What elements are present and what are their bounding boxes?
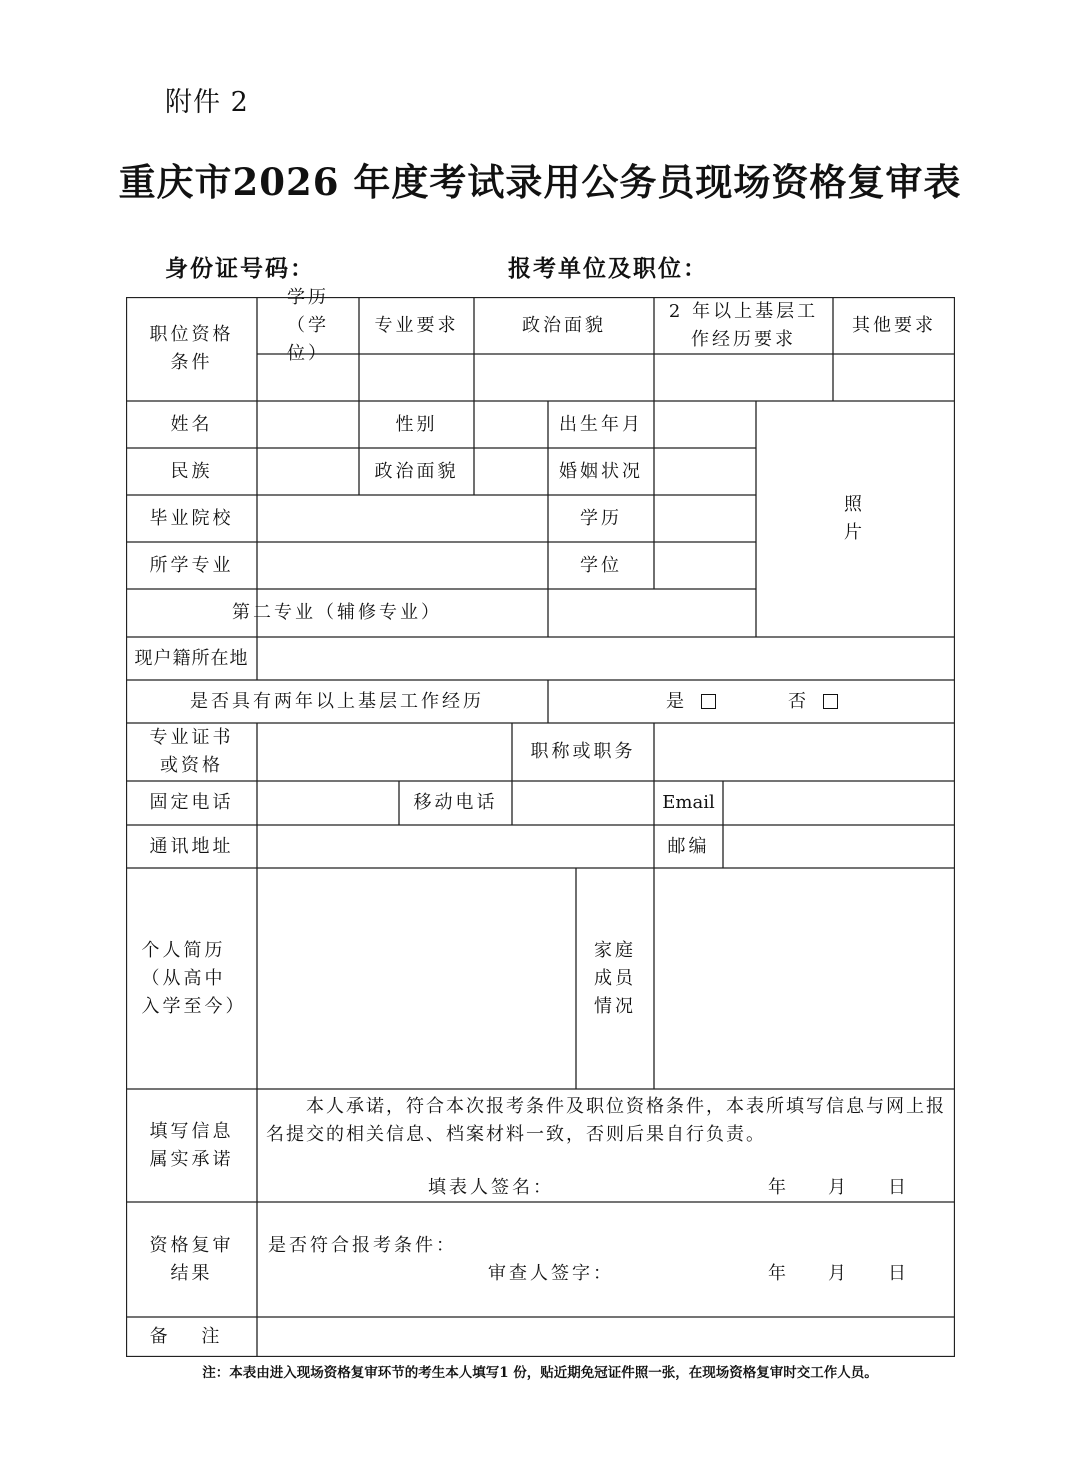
name-label: 姓名 (170, 413, 213, 435)
req-header-grassroots: 2 年以上基层工作经历要求 (668, 300, 819, 350)
req-header-other: 其他要求 (852, 314, 936, 336)
review-form-table (126, 286, 955, 1357)
unit-position-label: 报考单位及职位： (508, 256, 708, 282)
pledge-date-year: 年 (768, 1177, 789, 1198)
no-checkbox[interactable] (823, 694, 838, 709)
marital-status-label: 婚姻状况 (559, 460, 643, 482)
id-number-label: 身份证号码： (165, 256, 315, 282)
review-question: 是否符合报考条件： (268, 1235, 457, 1256)
ethnicity-label: 民族 (170, 460, 213, 482)
remarks-label: 备 注 (149, 1326, 234, 1347)
mobile-label: 移动电话 (413, 792, 498, 813)
address-label: 通讯地址 (149, 835, 234, 857)
second-major-label: 第二专业（辅修专业） (232, 602, 442, 623)
yes-checkbox[interactable] (701, 694, 716, 709)
footnote: 注：本表由进入现场资格复审环节的考生本人填写1 份，贴近期免冠证件照一张，在现场资格复审时交工作人员。 (202, 1365, 878, 1381)
education-label: 学历 (580, 507, 622, 529)
review-date-year: 年 (768, 1263, 789, 1284)
family-label: 家庭成员情况 (594, 939, 636, 1017)
attachment-label: 附件 2 (165, 87, 249, 118)
pledge-text: 本人承诺，符合本次报考条件及职位资格条件，本表所填写信息与网上报名提交的相关信息、档案材料一致，否则后果自行负责。 (266, 1096, 946, 1145)
household-label: 现户籍所在地 (134, 647, 249, 669)
pledge-date-day: 日 (888, 1177, 909, 1198)
no-option[interactable]: 否 (768, 680, 858, 723)
reviewer-sign-label: 审查人签字： (488, 1263, 614, 1284)
title-position-label: 职称或职务 (530, 741, 636, 762)
yes-option[interactable]: 是 (646, 680, 736, 723)
postcode-label: 邮编 (667, 835, 710, 857)
pledge-sign-label: 填表人签名： (428, 1177, 554, 1198)
review-result-label: 资格复审结果 (149, 1234, 234, 1284)
resume-label: 个人简历（从高中入学至今） (141, 939, 247, 1017)
pledge-label: 填写信息属实承诺 (149, 1120, 234, 1170)
certificate-label: 专业证书或资格 (149, 727, 234, 776)
req-header-education: 学历（学位） (287, 286, 329, 364)
review-date-month: 月 (828, 1263, 849, 1284)
pledge-date-month: 月 (828, 1177, 849, 1198)
position-requirements-label: 职位资格条件 (149, 324, 234, 373)
req-header-major: 专业要求 (374, 314, 459, 336)
form-title: 重庆市2026 年度考试录用公务员现场资格复审表 (118, 160, 962, 204)
landline-label: 固定电话 (149, 792, 234, 813)
birth-label: 出生年月 (559, 413, 643, 435)
degree-label: 学位 (580, 554, 622, 576)
graduate-school-label: 毕业院校 (149, 507, 234, 529)
photo-placeholder: 照片 (844, 494, 865, 543)
email-label: Email (662, 792, 715, 813)
review-date-day: 日 (888, 1263, 909, 1284)
political-status-label: 政治面貌 (374, 460, 459, 482)
req-header-political: 政治面貌 (522, 314, 606, 336)
major-label: 所学专业 (149, 554, 234, 576)
gender-label: 性别 (395, 413, 438, 435)
grassroots-question: 是否具有两年以上基层工作经历 (190, 690, 484, 712)
